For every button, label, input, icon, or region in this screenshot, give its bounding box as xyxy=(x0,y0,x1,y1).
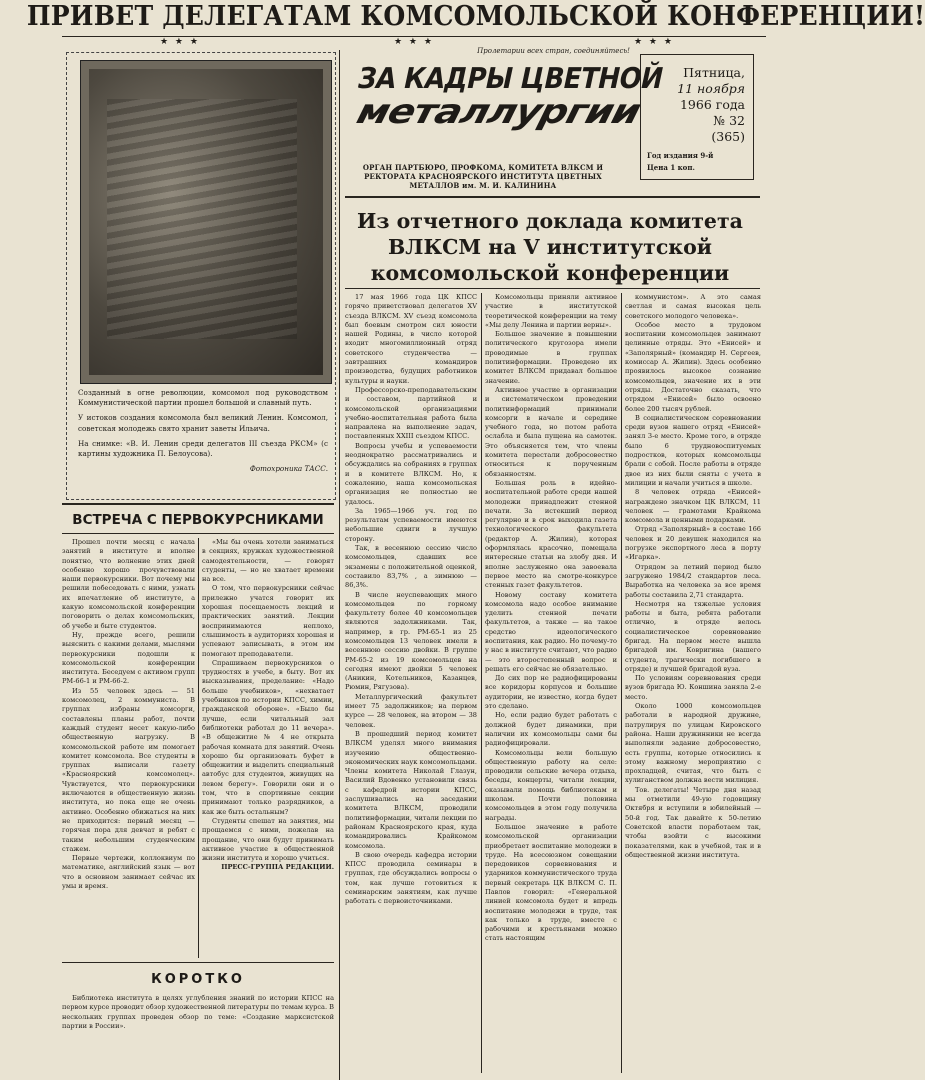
caption-paragraph: На снимке: «В. И. Ленин среди делегатов III съезда РКСМ» (с картины художника П. Белоусова). xyxy=(78,438,328,459)
paragraph: Так, в весеннюю сессию число комсомольцев, сдавших все экзамены с положительной оценкой, составило 83,7% , а зимнюю — 86,3%. xyxy=(345,544,477,590)
paragraph: Вопросы учебы и успеваемости неоднократно рассматривались и обсуждались на собраниях в группах и в комитете ВЛКСМ. Но, к сожалению, наша комсомольская организация не полностью не удалось. xyxy=(345,441,477,506)
report-column-2 xyxy=(485,293,617,944)
masthead-org: ОРГАН ПАРТБЮРО, ПРОФКОМА, КОМИТЕТА ВЛКСМ И РЕКТОРАТА КРАСНОЯРСКОГО ИНСТИТУТА ЦВЕТНЫХ МЕТАЛЛОВ им. М. И. КАЛИНИНА xyxy=(362,163,604,190)
photo-credit: Фотохроника ТАСС. xyxy=(249,464,328,474)
paragraph: В прошедший период комитет ВЛКСМ уделял много внимания изучению общественно-экономических наук комсомольцами. Члены комитета Николай Глазун, Василий Вдовенко установили связь с кафедрой истории КПСС, заслушивались на заседании комитета ВЛКСМ, проводили политинформации, читали лекции по районам Красноярского края, куда командировались Крайкомом комсомола. xyxy=(345,729,477,850)
paragraph: Комсомольцы приняли активное участие в институтской теоретической конференции на тему «Мы делу Ленина и партии верны». xyxy=(485,293,617,329)
paragraph: По условиям соревнования среди вузов бригада Ю. Коншина заняла 2-е место. xyxy=(625,674,761,701)
paragraph: Ну, прежде всего, решили выяснить с какими делами, мыслями первокурсники подошли к комсомольской конференции института. Беседуем с активом групп РМ-66-1 и РМ-66-2. xyxy=(62,630,195,686)
masthead-motto: Пролетарии всех стран, соединяйтесь! xyxy=(477,47,630,55)
report-column-3 xyxy=(625,293,761,860)
paragraph: Библиотека института в целях углубления знаний по истории КПСС на первом курсе проводит обзор художественной литературы по темам курса. В нескольких группах проведен обзор по теме: «Создание марксистской партии в России». xyxy=(62,994,334,1030)
meeting-column-2 xyxy=(202,538,334,873)
paragraph: Большая роль в идейно-воспитательной работе среди нашей молодежи принадлежит стенной печати. За истекший период регулярно и в срок выходила газета технологического факультета (редактор А. Жилин), которая оформлялась красочно, помещала интересные статьи на злобу дня. И вполне заслуженно она завоевала первое место на смотре-конкурсе стенных газет факультетов. xyxy=(485,478,617,590)
paragraph: 17 мая 1966 года ЦК КПСС горячо приветствовал делегатов XV съезда ВЛКСМ. XV съезд комсомола был боевым смотром сил юности нашей Родины, в число которой входит многомиллионный отряд советского студенчества — завтрашних командиров производства, будущих работников культуры и науки. xyxy=(345,293,477,385)
paragraph: Активное участие в организации и систематическом проведении политинформаций принимали комсорги в начале и середине учебного года, но потом работа ослабла и была пущена на самотек. Это объясняется тем, что члены комитета перестали добросовестно относиться к порученным обязанностям. xyxy=(485,385,617,478)
report-column-1 xyxy=(345,293,477,907)
meeting-title: ВСТРЕЧА С ПЕРВОКУРСНИКАМИ xyxy=(72,512,324,528)
stars-ornament: ★ ★ ★ xyxy=(394,37,434,47)
brief-text xyxy=(62,994,334,1031)
paragraph: коммунистом». А это самая светлая и самая высокая цель советского молодого человека». xyxy=(625,293,761,320)
price: Цена 1 коп. xyxy=(647,163,695,172)
paragraph: Новому составу комитета комсомола надо особое внимание уделить стенной печати факультетов, а также — на такое средство идеологического воспитания, как радио. Но почему-то у нас в институте считают, что радио — это второстепенный вопрос и решать его сейчас не обязательно. xyxy=(485,590,617,673)
paragraph: «Мы бы очень хотели заниматься в секциях, кружках художественной самодеятельности, — говорят студенты, — но не хватает времени на все. xyxy=(202,538,334,584)
paragraph: Прошел почти месяц с начала занятий в институте и вполне понятно, что волнение этих дней особенно хорошо прочувствовали наши первокурсники. Вот почему мы решили побеседовать с ними, узнать их впечатление об институте, а какую комсомольской конференции поговорить о делах комсомольских, об учебе и быте студентов. xyxy=(62,538,195,630)
issue-year: 1966 года xyxy=(679,97,745,112)
paragraph: Несмотря на тяжелые условия работы и быта, ребята работали отлично, в отряде велось социалистическое соревнование бригад. На первом месте вышла бригадой им. Ковригина (нашего студента, трагически погибшего в отряде) и лучшей бригадой вуза. xyxy=(625,599,761,673)
paragraph: Студенты спешат на занятия, мы прощаемся с ними, пожелав на прощание, что они будут принимать активное участие в общественной жизни института и хорошо учиться. xyxy=(202,816,334,863)
paragraph: Металлургический факультет имеет 75 задолжников; на первом курсе — 28 человек, на втором — 38 человек. xyxy=(345,692,477,729)
paragraph: Большое значение в работе комсомольской организации приобретает воспитание молодежи в труде. На всесоюзном совещании передовиков сорвевнования и ударников коммунистического труда первый секретарь ЦК ВЛКСМ С. П. Павлов говорил: «Генеральной линией комсомола будет и впредь воспитание молодежи в труде, так как только в труде, вместе с рабочими и крестьянами можно стать настоящим xyxy=(485,822,617,943)
signature: ПРЕСС-ГРУППА РЕДАКЦИИ. xyxy=(221,863,334,872)
banner-headline: ПРИВЕТ ДЕЛЕГАТАМ КОМСОМОЛЬСКОЙ КОНФЕРЕНЦИИ! xyxy=(26,1,925,32)
paragraph: В свою очередь кафедра истории КПСС проводила семинары в группах, где обсуждались вопросы о том, как лучше готовиться к семинарским занятиям, как лучше работать с первоисточниками. xyxy=(345,850,477,906)
paragraph: Отряд «Заполярный» в составе 166 человек и 20 девушек находился на погрузке экспортного леса в порту «Игарка». xyxy=(625,525,761,562)
stars-ornament: ★ ★ ★ xyxy=(160,37,200,47)
paragraph: Около 1000 комсомольцев работали в народной дружине, патрулируя по улицам Кировского района. Наши дружинники не всегда выполняли задание добросовестно, есть группы, которые относились к этому важному мероприятию с прохладцей, считая, что быть с хулиганством должна вести милиция. xyxy=(625,702,761,785)
weekday: Пятница, xyxy=(683,65,745,80)
paragraph: В социалистическом соревновании среди вузов нашего отряд «Енисей» занял 3-е место. Кроме того, в отряде было 6 трудновоспитуемых подростков, которых комсомольцы брали с собой. После работы в отряде двое из них были сняты с учета в милиции и начали учиться в школе. xyxy=(625,413,761,487)
paragraph: До сих пор не радиофицированы все коридоры корпусов и большие аудитории, не известно, когда будет это сделано. xyxy=(485,674,617,711)
caption-paragraph: Созданный в огне революции, комсомол под руководством Коммунистической партии прошел большой и славный путь. xyxy=(78,388,328,408)
paragraph: Спрашиваем первокурсников о трудностях в учебе, в быту. Вот их высказывания, пределание: «Надо больше учебников», «нехватает учебников по истории КПСС, химии, гражданской обороне». «Было бы лучше, если читальный зал библиотеки работал до 11 вечера». «В общежитие № 4 не открыта рабочая комната для занятий. Очень хорошо бы организовать буфет в общежитии и выделить специальный автобус для студентов, живущих на левом берегу». Говорили они и о том, что в спортивные секции принимают только разрядников, а как же быть остальным? xyxy=(202,658,334,816)
issue-total: (365) xyxy=(711,129,745,144)
paragraph: Профессорско-преподавательским и составом, партийной и комсомольской организациями учебно-воспитательная работа была направлена на выполнение задач, поставленных XXIII съездом КПСС. xyxy=(345,385,477,441)
newspaper-masthead xyxy=(352,62,666,164)
meeting-column-1 xyxy=(62,538,195,891)
report-headline: Из отчетного доклада комитета ВЛКСМ на V институтской комсомольской конференции xyxy=(357,209,743,285)
brief-title: КОРОТКО xyxy=(151,972,245,987)
issue-date: 11 ноября xyxy=(677,81,745,96)
stars-ornament: ★ ★ ★ xyxy=(634,37,674,47)
paragraph: Тов. делегаты! Четыре дня назад мы отметили 49-ую годовщину Октября и вступили в юбилейный — 50-й год. Так давайте к 50-летию Советской власти поработаем так, чтобы взойти с высокими показателями, как в учебной, так и в общественной жизни института. xyxy=(625,785,761,859)
date-box xyxy=(640,54,754,180)
paragraph: Комсомольцы вели большую общественную работу на селе: проводили сельские вечера отдыха, беседы, концерты, читали лекции, оказывали помощь библиотекам и школам. Почти половина комсомольцев в этом году получила награды. xyxy=(485,748,617,822)
masthead-title-line1: ЗА КАДРЫ ЦВЕТНОЙ xyxy=(354,62,666,96)
paragraph: Большое значение в повышении политического кругозора имели проводимые в группах политинформации. Проведено их комитет ВЛКСМ придавал большое значение. xyxy=(485,330,617,385)
paragraph: Из 55 человек здесь — 51 комсомолец, 2 коммуниста. В группах избраны комсорги, составлены планы работ, почти каждый студент несет какую-либо общественную нагрузку. В комсомольской работе им помогает комитет комсомола. Все студенты в группах выписали газету «Красноярский комсомолец». Чувствуется, что первокурсники включаются в общественную жизнь института, но пока еще не очень активно. Особенно обижаться на них не приходится: первый месяц — горячая пора для девчат и ребят с таким небольшим студенческим стажем. xyxy=(62,686,195,853)
issue-number: № 32 xyxy=(713,113,745,128)
paragraph: О том, что первокурсники сейчас прилежно учатся говорит их хорошая посещаемость лекций и практических занятий. Лекции воспринимаются неплохо, слышимость в аудиториях хорошая и успевают записывать, в этом им помогают преподаватели. xyxy=(202,584,334,658)
paragraph: 8 человек отряда «Енисей» награждено значком ЦК ВЛКСМ, 11 человек — грамотами Крайкома комсомола и ценными подарками. xyxy=(625,488,761,525)
caption-paragraph: У истоков создания комсомола был великий Ленин. Комсомол, советская молодежь свято хранит заветы Ильича. xyxy=(78,413,328,433)
paragraph: Отрядом за летний период было загружено 1984/2 стандартов леса. Выработка на человека за все время работы составила 2,71 стандарта. xyxy=(625,562,761,599)
paragraph: Первые чертежи, коллоквиум по математике, английский язык — вот что в основном занимает сейчас их умы и время. xyxy=(62,854,195,890)
masthead-title-line2: металлургии xyxy=(352,92,645,132)
lenin-painting-photo xyxy=(80,60,332,384)
paragraph: Особое место в трудовом воспитании комсомольцев занимают целинные отряды. Это «Енисей» и «Заполярный» (командир Н. Сергеев, комиссар А. Жилин). Здесь особенно проявилось высокое сознание комсомольцев, значение их в эти отряды. Достаточно сказать, что отрядом «Енисей» было освоено более 200 тысяч рублей. xyxy=(625,320,761,413)
paragraph: Но, если радио будет работать с должной будет динамики, при наличии их комсомольцы сами бы радиофицировали. xyxy=(485,711,617,748)
publication-year: Год издания 9-й xyxy=(647,151,714,160)
photo-caption xyxy=(78,388,328,479)
paragraph: За 1965—1966 уч. год по результатам успеваемости имеются небольшие сдвиги в лучшую сторону. xyxy=(345,506,477,543)
paragraph: В числе неуспевающих много комсомольцев по горному факультету более 40 комсомольцев являются задолжниками. Так, например, в гр. РМ-65-1 из 25 комсомольцев 13 человек имели в весеннюю сессию двойки. В группе РМ-65-2 из 19 комсомольцев на сегодня имеют двойки 5 человек (Аникин, Котельников, Казанцев, Рюмин, Рягузова). xyxy=(345,590,477,692)
